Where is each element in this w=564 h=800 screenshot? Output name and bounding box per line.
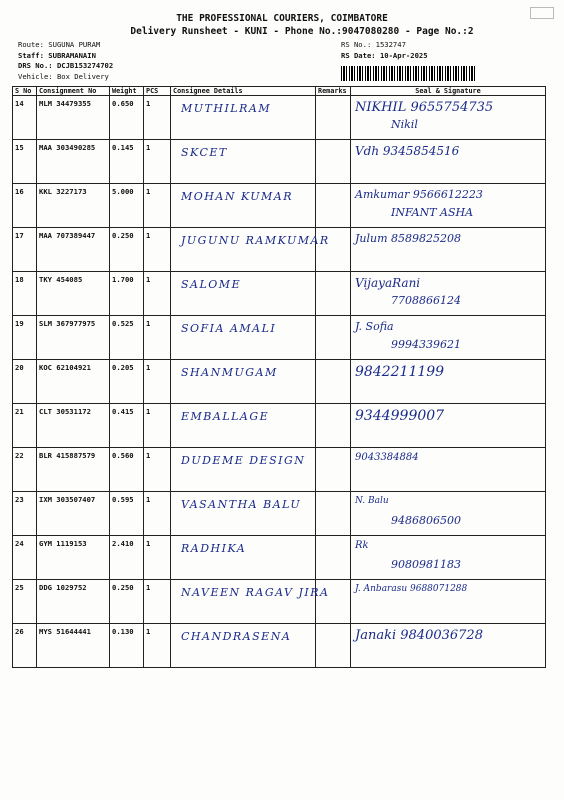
consignee-handwriting: CHANDRASENA — [181, 630, 292, 643]
row-signature — [351, 492, 546, 536]
signature-line-1: 9344999007 — [355, 408, 445, 424]
staff-label: Staff: SUBRAMANAIN — [18, 50, 96, 60]
row-consignment-no: MLM 34479355 — [37, 96, 110, 140]
row-consignee — [171, 96, 316, 140]
row-consignee — [171, 492, 316, 536]
row-consignment-no: DDG 1029752 — [37, 580, 110, 624]
row-signature — [351, 580, 546, 624]
row-consignee — [171, 360, 316, 404]
table-row — [13, 492, 546, 536]
row-sno: 17 — [13, 228, 37, 272]
table-row — [13, 404, 546, 448]
row-weight: 1.700 — [110, 272, 144, 316]
row-pcs: 1 — [144, 184, 171, 228]
row-remarks — [316, 316, 351, 360]
row-pcs: 1 — [144, 140, 171, 184]
row-remarks — [316, 140, 351, 184]
row-pcs: 1 — [144, 492, 171, 536]
row-consignment-no: KOC 62104921 — [37, 360, 110, 404]
rs-no-label: RS No.: 1532747 — [341, 40, 406, 49]
signature-line-1: Rk — [355, 540, 369, 551]
row-pcs: 1 — [144, 316, 171, 360]
row-consignee — [171, 580, 330, 624]
consignee-handwriting: NAVEEN RAGAV JIRA — [181, 586, 330, 599]
row-consignment-no: MYS 51644441 — [37, 624, 110, 668]
row-consignment-no: IXM 303507407 — [37, 492, 110, 536]
row-remarks — [316, 184, 351, 228]
row-consignee — [171, 228, 330, 272]
signature-line-2: 9080981183 — [391, 558, 461, 571]
consignee-handwriting: SALOME — [181, 278, 242, 291]
row-weight: 5.000 — [110, 184, 144, 228]
consignee-handwriting: SKCET — [181, 146, 228, 159]
row-pcs: 1 — [144, 448, 171, 492]
consignee-handwriting: SOFIA AMALI — [181, 322, 277, 335]
row-pcs: 1 — [144, 272, 171, 316]
row-sno: 19 — [13, 316, 37, 360]
route-label: Route: SUGUNA PURAM — [18, 40, 101, 49]
row-pcs: 1 — [144, 228, 171, 272]
consignee-handwriting: JUGUNU RAMKUMAR — [181, 234, 330, 247]
row-remarks — [316, 624, 351, 668]
row-remarks — [316, 96, 351, 140]
signature-line-2: Nikil — [391, 118, 418, 131]
row-sno: 23 — [13, 492, 37, 536]
row-consignee — [171, 140, 316, 184]
consignee-handwriting: MOHAN KUMAR — [181, 190, 294, 203]
runsheet-table — [12, 86, 546, 668]
row-consignee — [171, 316, 316, 360]
table-row — [13, 448, 546, 492]
meta-left — [18, 40, 113, 82]
col-pcs: PCS — [144, 87, 171, 96]
signature-line-1: VijayaRani — [355, 276, 421, 290]
signature-line-1: N. Balu — [355, 496, 389, 506]
row-signature — [351, 184, 546, 228]
signature-line-2: 9994339621 — [391, 338, 461, 351]
row-signature — [351, 404, 546, 448]
row-weight: 0.525 — [110, 316, 144, 360]
signature-line-2: INFANT ASHA — [391, 206, 474, 219]
row-consignee — [171, 184, 316, 228]
row-signature — [351, 360, 546, 404]
table-row — [13, 228, 546, 272]
col-consignee: Consignee Details — [171, 87, 316, 96]
row-signature — [351, 96, 546, 140]
signature-line-1: J. Anbarasu 9688071288 — [355, 584, 468, 594]
row-consignee — [171, 448, 316, 492]
row-weight: 0.205 — [110, 360, 144, 404]
col-remarks: Remarks — [316, 87, 351, 96]
consignee-handwriting: SHANMUGAM — [181, 366, 278, 379]
row-consignee — [171, 624, 316, 668]
row-pcs: 1 — [144, 404, 171, 448]
row-sno: 15 — [13, 140, 37, 184]
row-pcs: 1 — [144, 536, 171, 580]
signature-line-1: 9043384884 — [355, 452, 419, 463]
signature-line-2: 7708866124 — [391, 294, 461, 307]
row-sno: 25 — [13, 580, 37, 624]
row-remarks — [316, 536, 351, 580]
col-weight: Weight — [110, 87, 144, 96]
signature-line-1: 9842211199 — [355, 364, 445, 380]
signature-line-1: NIKHIL 9655754735 — [355, 100, 494, 115]
table-row — [13, 536, 546, 580]
row-sno: 14 — [13, 96, 37, 140]
row-consignment-no: MAA 707389447 — [37, 228, 110, 272]
drs-label: DRS No.: DCJB153274702 — [18, 61, 114, 70]
row-signature — [351, 624, 546, 668]
row-weight: 2.410 — [110, 536, 144, 580]
row-remarks — [316, 360, 351, 404]
table-row — [13, 184, 546, 228]
row-sno: 20 — [13, 360, 37, 404]
consignee-handwriting: EMBALLAGE — [181, 410, 270, 423]
col-sno: S No — [13, 87, 37, 96]
row-sno: 16 — [13, 184, 37, 228]
signature-line-1: Janaki 9840036728 — [355, 628, 483, 643]
consignee-handwriting: RADHIKA — [181, 542, 247, 555]
row-consignee — [171, 272, 316, 316]
row-remarks — [316, 272, 351, 316]
col-consignment: Consignment No — [37, 87, 110, 96]
row-pcs: 1 — [144, 360, 171, 404]
row-pcs: 1 — [144, 624, 171, 668]
row-pcs: 1 — [144, 580, 171, 624]
row-remarks — [316, 448, 351, 492]
signature-line-1: Julum 8589825208 — [355, 232, 462, 245]
table-row — [13, 96, 546, 140]
row-remarks — [316, 492, 351, 536]
row-weight: 0.130 — [110, 624, 144, 668]
consignee-handwriting: MUTHILRAM — [181, 102, 272, 115]
table-row — [13, 580, 546, 624]
table-row — [13, 316, 546, 360]
row-consignment-no: TKY 454085 — [37, 272, 110, 316]
signature-line-2: 9486806500 — [391, 514, 461, 527]
signature-line-1: J. Sofia — [355, 320, 394, 333]
vehicle-label: Vehicle: Box Delivery — [18, 71, 109, 81]
row-weight: 0.595 — [110, 492, 144, 536]
row-signature — [351, 272, 546, 316]
rs-date-label: RS Date: 10-Apr-2025 — [341, 50, 428, 60]
row-sno: 21 — [13, 404, 37, 448]
row-consignment-no: SLM 367977975 — [37, 316, 110, 360]
row-pcs: 1 — [144, 96, 171, 140]
row-consignment-no: MAA 303490285 — [37, 140, 110, 184]
row-weight: 0.250 — [110, 228, 144, 272]
consignee-handwriting: VASANTHA BALU — [181, 498, 302, 511]
row-consignment-no: GYM 1119153 — [37, 536, 110, 580]
row-sno: 22 — [13, 448, 37, 492]
row-signature — [351, 228, 546, 272]
row-signature — [351, 316, 546, 360]
row-consignment-no: BLR 415887579 — [37, 448, 110, 492]
row-consignee — [171, 536, 316, 580]
col-signature: Seal & Signature — [351, 87, 546, 96]
row-weight: 0.145 — [110, 140, 144, 184]
barcode — [341, 66, 475, 81]
row-weight: 0.415 — [110, 404, 144, 448]
table-row — [13, 272, 546, 316]
table-row — [13, 624, 546, 668]
page-title: THE PROFESSIONAL COURIERS, COIMBATORE — [176, 13, 388, 24]
row-weight: 0.650 — [110, 96, 144, 140]
signature-line-1: Vdh 9345854516 — [355, 144, 460, 158]
row-weight: 0.560 — [110, 448, 144, 492]
table-header-row — [13, 87, 546, 96]
row-sno: 18 — [13, 272, 37, 316]
row-sno: 26 — [13, 624, 37, 668]
consignee-handwriting: DUDEME DESIGN — [181, 454, 306, 467]
table-row — [13, 140, 546, 184]
row-weight: 0.250 — [110, 580, 144, 624]
table-row — [13, 360, 546, 404]
row-signature — [351, 536, 546, 580]
signature-line-1: Amkumar 9566612223 — [355, 188, 483, 201]
row-remarks — [316, 404, 351, 448]
meta-right — [341, 40, 428, 61]
row-consignee — [171, 404, 316, 448]
row-consignment-no: KKL 3227173 — [37, 184, 110, 228]
row-consignment-no: CLT 30531172 — [37, 404, 110, 448]
page-subtitle: Delivery Runsheet - KUNI - Phone No.:9047080280 - Page No.:2 — [130, 26, 474, 37]
row-signature — [351, 140, 546, 184]
row-signature — [351, 448, 546, 492]
row-sno: 24 — [13, 536, 37, 580]
